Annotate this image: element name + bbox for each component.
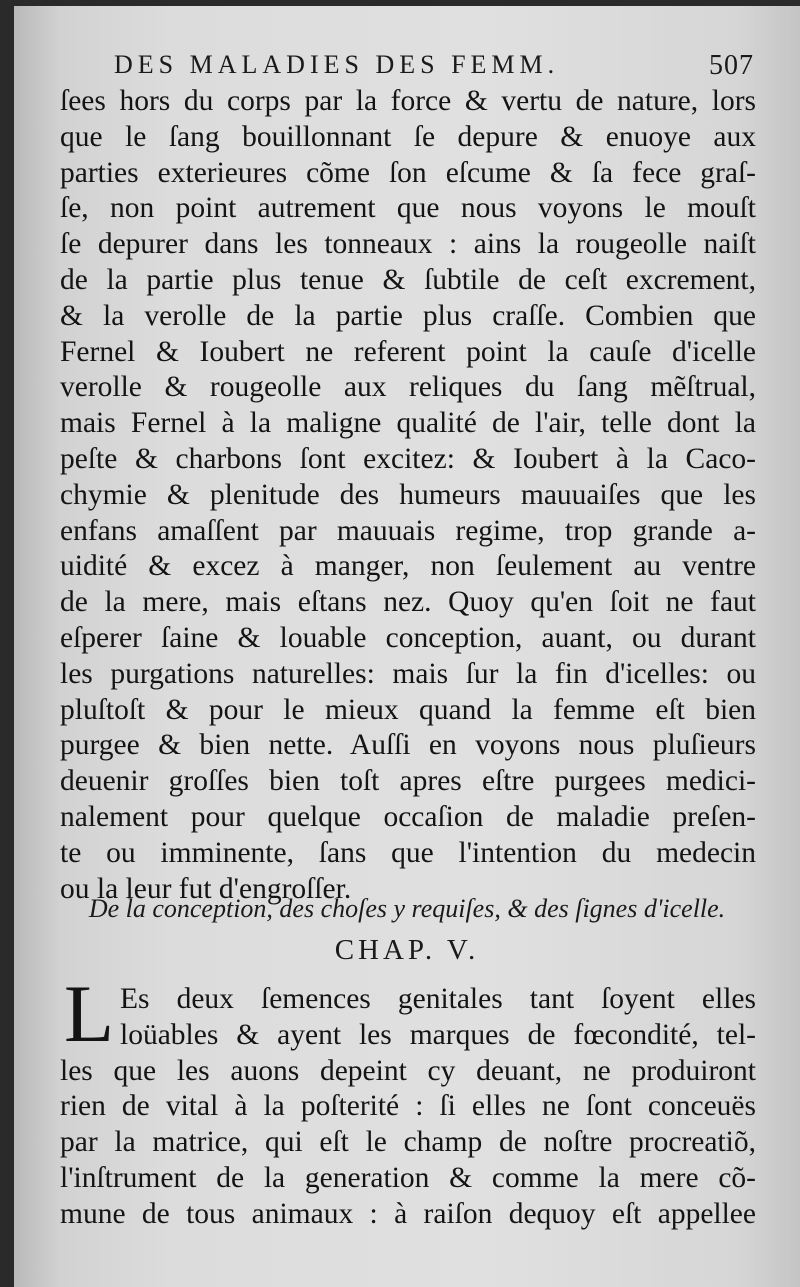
text-line: loüables & ayent les marques de fœcondité, tel- — [120, 1018, 756, 1051]
text-line: deuenir groſſes bien toſt apres eſtre purgees medici- — [60, 765, 756, 798]
book-page — [14, 6, 800, 1287]
text-line: l'inſtrument de la generation & comme la mere cõ- — [60, 1161, 756, 1194]
text-line: ſe depurer dans les tonneaux : ains la rougeolle naiſt — [60, 228, 756, 261]
text-line: uidité & excez à manger, non ſeulement au ventre — [60, 550, 756, 583]
running-head — [114, 50, 754, 86]
text-line: verolle & rougeolle aux reliques du ſang mẽſtrual, — [60, 371, 756, 404]
text-line: de la mere, mais eſtans nez. Quoy qu'en ſoit ne faut — [60, 586, 756, 619]
text-line: te ou imminente, ſans que l'intention du medecin — [60, 836, 756, 869]
text-line: mais Fernel à la maligne qualité de l'air, telle dont la — [60, 407, 756, 440]
text-line: & la verolle de la partie plus craſſe. Combien que — [60, 299, 756, 332]
body-text — [60, 84, 756, 907]
chapter-text — [60, 982, 756, 1233]
text-line: rien de vital à la poſterité : ſi elles ne ſont conceuës — [60, 1090, 756, 1123]
text-line: peſte & charbons ſont excitez: & Ioubert à la Caco- — [60, 442, 756, 475]
text-line: Fernel & Ioubert ne referent point la cauſe d'icelle — [60, 335, 756, 368]
text-line: que le ſang bouillonnant ſe depure & enuoye aux — [60, 120, 756, 153]
text-line: pluſtoſt & pour le mieux quand la femme eſt bien — [60, 693, 756, 726]
chapter-heading: De la conception, des choſes y requiſes, & des ſignes d'icelle. — [88, 894, 726, 923]
text-line: chymie & plenitude des humeurs mauuaiſes que les — [60, 478, 756, 511]
running-title: DES MALADIES DES FEMM. — [114, 50, 560, 79]
page-number: 507 — [709, 50, 754, 81]
text-line: mune de tous animaux : à raiſon dequoy eſt appellee — [60, 1197, 756, 1230]
text-line: ſe, non point autrement que nous voyons le mouſt — [60, 192, 756, 225]
text-line: enfans amaſſent par mauuais regime, trop grande a- — [60, 514, 756, 547]
text-line: eſperer ſaine & louable conception, auant, ou durant — [60, 621, 756, 654]
text-line: parties exterieures cõme ſon eſcume & ſa fece graſ- — [60, 156, 756, 189]
text-line: par la matrice, qui eſt le champ de noſtre procreatiõ, — [60, 1126, 756, 1159]
chapter-number: CHAP. V. — [334, 934, 480, 966]
text-line: purgee & bien nette. Auſſi en voyons nous pluſieurs — [60, 729, 756, 762]
text-line: Es deux ſemences genitales tant ſoyent elles — [120, 983, 756, 1015]
text-line: les purgations naturelles: mais ſur la fin d'icelles: ou — [60, 657, 756, 690]
text-line: de la partie plus tenue & ſubtile de ceſt excrement, — [60, 263, 756, 296]
text-line: les que les auons depeint cy deuant, ne produiront — [60, 1054, 756, 1087]
text-line: ſees hors du corps par la force & vertu de nature, lors — [60, 85, 756, 117]
text-line: nalement pour quelque occaſion de maladie preſen- — [60, 800, 756, 833]
drop-cap: L — [64, 968, 115, 1059]
text-line: ou la leur fut d'engroſſer. — [60, 872, 352, 905]
